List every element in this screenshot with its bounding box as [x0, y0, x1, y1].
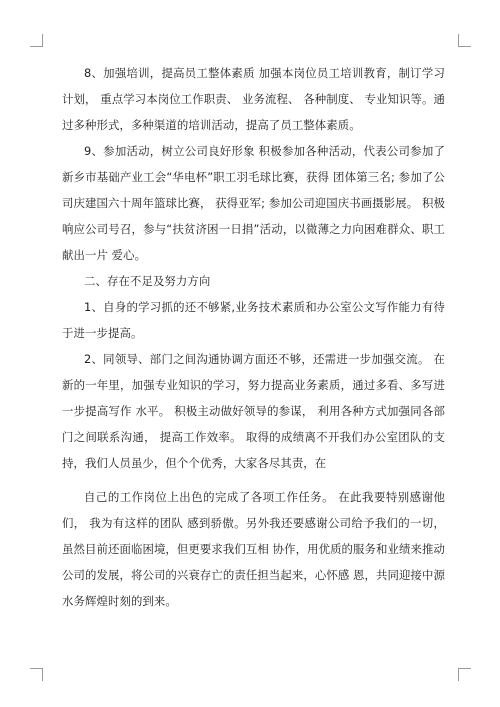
crop-mark-bottom-right	[458, 668, 471, 681]
document-body	[62, 60, 445, 614]
paragraph-training: 8、加强培训，提高员工整体素质 加强本岗位员工培训教育，制订学习计划， 重点学习本岗位工作职责、 业务流程、 各种制度、 专业知识等。通过多种形式，多种渠道的培训活动，提高了员工整体素质。	[62, 66, 445, 132]
paragraph-activities: 9、参加活动，树立公司良好形象 积极参加各种活动，代表公司参加了新乡市基础产业工会“华电杯”职工羽毛球比赛，获得 团体第三名; 参加了公司庆建国六十周年篮球比赛， 获得亚军; 参加公司迎国庆书画摄影展。 积极响应公司号召，参与“扶贫济困一日捐”活动，以微薄之力向困难群众、职工献出一片 爱心。	[62, 144, 445, 262]
paragraph-shortcoming-2: 2、同领导、部门之间沟通协调方面还不够，还需进一步加强交流。 在新的一年里，加强专业知识的学习，努力提高业务素质，通过多看、多写进一步提高写作 水平。 积极主动做好领导的参谋， 利用各种方式加强同各部门之间联系沟通， 提高工作效率。 取得的成绩离不开我们办公室团队的支持，我们人员虽少，但个个优秀，大家各尽其责，在	[62, 352, 445, 470]
section-heading-shortcomings: 二、存在不足及努力方向	[84, 274, 211, 288]
paragraph-shortcoming-1: 1、自身的学习抓的还不够紧,业务技术素质和办公室公文写作能力有待于进一步提高。	[62, 300, 445, 340]
crop-mark-top-left	[30, 34, 43, 47]
paragraph-acknowledgement: 自己的工作岗位上出色的完成了各项工作任务。 在此我要特别感谢他们， 我为有这样的团队 感到骄傲。另外我还要感谢公司给予我们的一切，虽然目前还面临困境，但更要求我们互相 协作，用优质的服务和业绩来推动公司的发展，将公司的兴衰存亡的责任担当起来，心怀感 恩，共同迎接中源水务辉煌时刻的到来。	[62, 490, 445, 608]
crop-mark-top-right	[458, 34, 471, 47]
crop-mark-bottom-left	[30, 668, 43, 681]
